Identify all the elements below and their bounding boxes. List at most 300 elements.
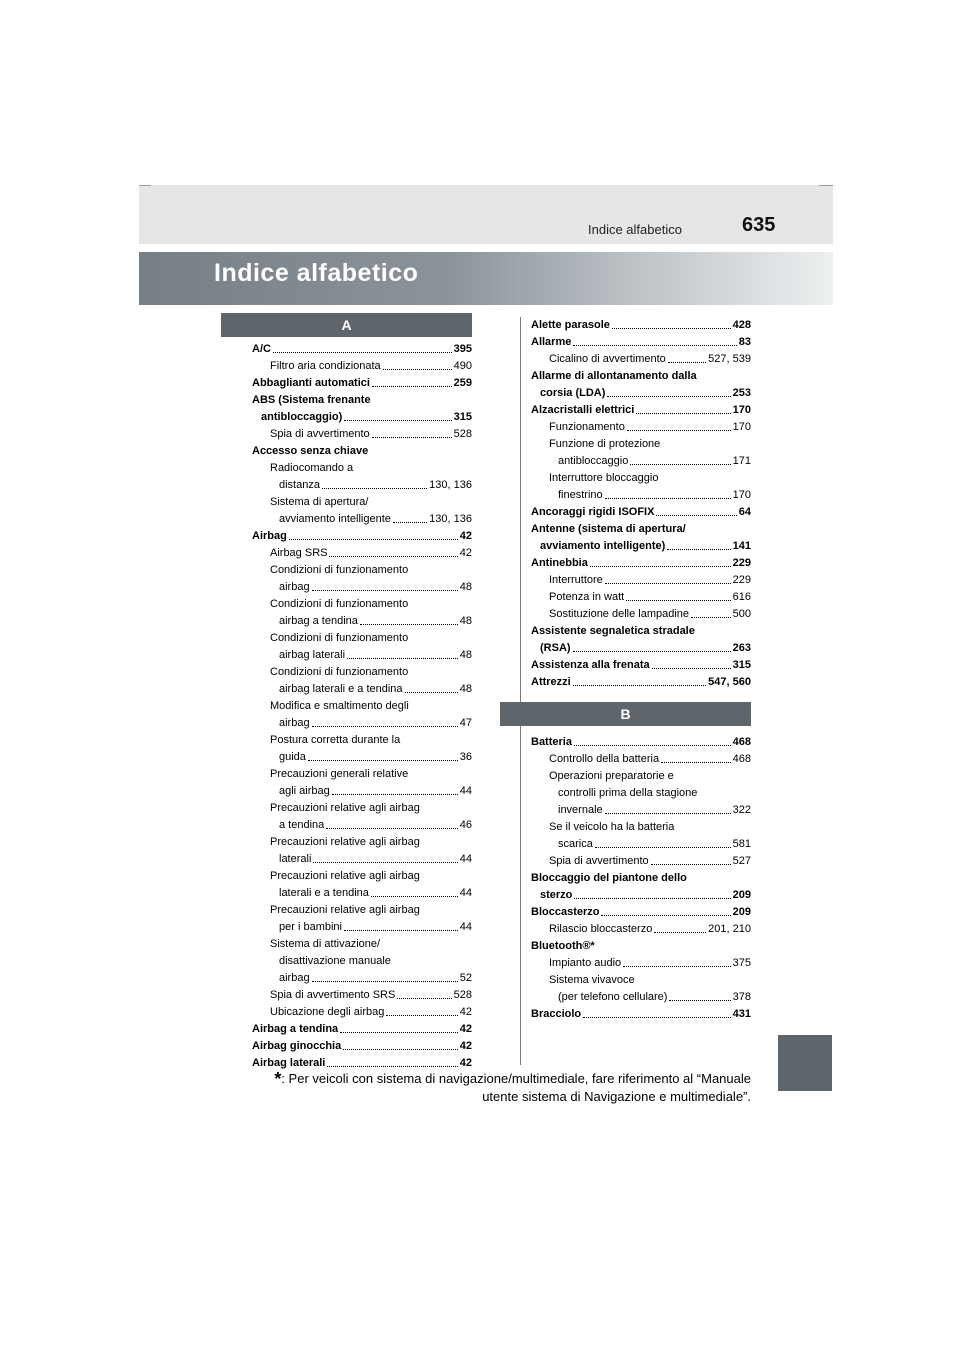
index-entry-line [270,698,472,715]
dot-leader [630,464,730,465]
index-entry-text: antibloccaggio [558,455,629,467]
index-entry-line [531,504,751,521]
index-entry-text: (RSA) [540,642,571,654]
page-reference: 83 [738,336,751,348]
index-entry-text: Spia di avvertimento [549,855,649,867]
index-entry-text: Condizioni di funzionamento [270,632,409,644]
index-entry-text: agli airbag [279,785,330,797]
index-entry [531,972,751,1006]
dot-leader [605,498,731,499]
page-reference: 64 [738,506,751,518]
index-entry-line [252,528,472,545]
dot-leader [386,1015,457,1016]
dot-leader [656,515,736,516]
dot-leader [360,624,458,625]
dot-leader [312,726,458,727]
dot-leader [327,1066,457,1067]
page-reference: 395 [453,343,472,355]
index-entry-text: Se il veicolo ha la batteria [549,821,675,833]
index-entry-line [531,623,751,640]
index-entry-text: Modifica e smaltimento degli [270,700,409,712]
index-entry-line [531,334,751,351]
index-entry-line [252,392,472,409]
index-entry-line [270,732,472,749]
index-entry-text: Operazioni preparatorie e [549,770,674,782]
index-entry [531,768,751,819]
index-entry-line [549,836,751,853]
dot-leader [289,539,458,540]
dot-leader [372,386,452,387]
index-entry [531,470,751,504]
index-entry-line [549,589,751,606]
index-entry [531,606,751,623]
dot-leader [332,794,458,795]
index-entry-line [270,1004,472,1021]
index-entry-line [549,972,751,989]
letter-heading-a: A [221,313,472,337]
page-reference: 52 [459,972,472,984]
page-reference: 229 [732,574,751,586]
index-entry-text: Bluetooth®* [531,940,595,952]
index-entry-line [531,657,751,674]
index-entry-text: a tendina [279,819,325,831]
index-entry [252,1021,472,1038]
index-entry-line [549,768,751,785]
index-entry [531,419,751,436]
dot-leader [326,828,457,829]
index-entry-line [270,715,472,732]
page-reference: 48 [459,649,472,661]
page-reference: 468 [732,736,751,748]
dot-leader [607,396,730,397]
index-entry-line [270,936,472,953]
index-entry-text: Funzionamento [549,421,625,433]
index-entry-line [270,834,472,851]
index-entry [252,426,472,443]
index-entry-text: laterali [279,853,312,865]
index-entry-line [270,851,472,868]
index-entry [531,402,751,419]
index-entry [531,589,751,606]
index-entry-text: Bracciolo [531,1008,582,1020]
dot-leader [344,930,458,931]
index-entry-line [270,358,472,375]
dot-leader [340,1032,458,1033]
page-reference: 44 [459,785,472,797]
index-entry [531,734,751,751]
index-entry-text: Assistente segnaletica stradale [531,625,695,637]
page-reference: 201, 210 [708,923,751,935]
index-entry-text: Condizioni di funzionamento [270,598,409,610]
index-entry [252,341,472,358]
index-entry-line [270,511,472,528]
index-entry-line [531,1006,751,1023]
index-entry [531,938,751,955]
index-entry [252,443,472,460]
index-entry-line [270,426,472,443]
index-entry-line [549,955,751,972]
index-entry [252,868,472,902]
page-reference: 170 [732,421,751,433]
page-reference: 171 [732,455,751,467]
dot-leader [652,668,731,669]
index-entry-line [270,987,472,1004]
index-entry [252,766,472,800]
index-entry [252,800,472,834]
index-entry-text: Antenne (sistema di apertura/ [531,523,686,535]
dot-leader [574,898,730,899]
dot-leader [329,556,457,557]
dot-leader [583,1017,731,1018]
index-entry-line [531,904,751,921]
index-entry-text: Airbag SRS [270,547,328,559]
dot-leader [371,896,458,897]
page-number: 635 [742,214,776,236]
dot-leader [397,998,451,999]
dot-leader [651,864,731,865]
footnote-text: : Per veicoli con sistema di navigazione/multimediale, fare riferimento al “Manuale utente sistema di Navigazione e multimediale”. [281,1071,751,1104]
index-entry-text: Antinebbia [531,557,588,569]
page-reference: 322 [732,804,751,816]
page-reference: 378 [732,991,751,1003]
index-entry-text: Ancoraggi rigidi ISOFIX [531,506,655,518]
dot-leader [661,762,731,763]
index-entry-line [549,819,751,836]
page-reference: 263 [732,642,751,654]
page-reference: 428 [732,319,751,331]
page-reference: 44 [459,921,472,933]
dot-leader [312,981,458,982]
index-entry [531,955,751,972]
index-entry [252,494,472,528]
dot-leader [573,685,706,686]
index-entry [531,870,751,904]
dot-leader [343,1049,458,1050]
index-entry-text: Assistenza alla frenata [531,659,650,671]
index-entry-text: invernale [558,804,603,816]
index-entry [531,368,751,402]
index-entry-line [270,885,472,902]
index-entry-text: airbag laterali e a tendina [279,683,403,695]
index-entry-text: Spia di avvertimento [270,428,370,440]
index-entry [252,1038,472,1055]
index-entry [252,375,472,392]
index-entry-line [270,562,472,579]
page-reference: 48 [459,581,472,593]
dot-leader [601,915,730,916]
index-entry-text: Alette parasole [531,319,610,331]
page-reference: 130, 136 [429,513,472,525]
dot-leader [691,617,731,618]
index-entry-line [270,919,472,936]
index-entry-line [270,800,472,817]
index-entry-text: Interruttore bloccaggio [549,472,659,484]
index-entry-text: Precauzioni relative agli airbag [270,836,420,848]
letter-heading-b: B [500,702,751,726]
index-entry-text: Filtro aria condizionata [270,360,381,372]
page-reference: 500 [732,608,751,620]
index-entry-line [270,664,472,681]
index-entry-line [549,351,751,368]
dot-leader [636,413,730,414]
header-band [139,185,833,244]
index-entry-line [531,938,751,955]
index-entry-line [549,436,751,453]
index-entry [252,562,472,596]
index-entry [252,392,472,426]
index-entry-text: Batteria [531,736,572,748]
index-entry-line [549,751,751,768]
index-entry-line [549,785,751,802]
page-reference: 36 [459,751,472,763]
index-entry-text: Airbag a tendina [252,1023,339,1035]
index-entry [252,545,472,562]
index-entry [531,853,751,870]
index-entry-line [270,953,472,970]
page-reference: 42 [459,547,472,559]
index-entry-line [549,989,751,1006]
index-entry [252,596,472,630]
index-entry-text: airbag a tendina [279,615,358,627]
index-entry-line [252,375,472,392]
index-entry [531,351,751,368]
index-entry-text: avviamento intelligente) [540,540,666,552]
index-entry [252,902,472,936]
index-entry-text: Allarme [531,336,572,348]
index-entry-line [549,470,751,487]
index-entry-list [531,313,751,691]
page-reference: 48 [459,615,472,627]
index-entry-line [270,460,472,477]
index-entry [252,664,472,698]
dot-leader [372,437,452,438]
index-entry [252,630,472,664]
index-entry [252,358,472,375]
dot-leader [654,932,706,933]
dot-leader [623,966,730,967]
index-entry [252,987,472,1004]
dot-leader [626,600,730,601]
index-entry-line [531,674,751,691]
index-entry-text: distanza [279,479,320,491]
page-reference: 209 [732,906,751,918]
page-reference: 468 [732,753,751,765]
dot-leader [312,590,458,591]
page-reference: 490 [453,360,472,372]
index-entry-line [531,887,751,904]
footnote [251,1070,751,1106]
index-entry [252,936,472,987]
dot-leader [322,488,427,489]
dot-leader [574,745,731,746]
dot-leader [405,692,458,693]
index-entry-line [549,487,751,504]
index-entry-text: sterzo [540,889,573,901]
index-entry-line [531,538,751,555]
index-entry [531,921,751,938]
index-entry-line [270,494,472,511]
dot-leader [308,760,458,761]
index-entry-line [270,766,472,783]
page-reference: 170 [732,489,751,501]
header-rule-left [139,185,151,186]
index-entry-text: antibloccaggio) [261,411,343,423]
index-entry [252,1004,472,1021]
index-entry-text: finestrino [558,489,603,501]
index-entry-line [531,402,751,419]
index-entry-text: per i bambini [279,921,342,933]
index-entry-text: Precauzioni relative agli airbag [270,802,420,814]
page-reference: 46 [459,819,472,831]
index-entry-text: airbag [279,581,310,593]
index-entry [252,528,472,545]
index-entry-text: Abbaglianti automatici [252,377,370,389]
index-entry-line [549,572,751,589]
index-entry [531,572,751,589]
index-entry-text: Alzacristalli elettrici [531,404,635,416]
index-entry [531,657,751,674]
page-reference: 315 [732,659,751,671]
dot-leader [605,583,731,584]
index-entry-line [270,545,472,562]
index-entry-line [270,902,472,919]
index-entry-text: Sistema di attivazione/ [270,938,381,950]
index-entry [531,1006,751,1023]
index-entry-text: Rilascio bloccasterzo [549,923,653,935]
dot-leader [627,430,731,431]
index-entry-line [270,783,472,800]
index-entry-line [252,1038,472,1055]
page-reference: 141 [732,540,751,552]
index-entry [252,732,472,766]
page-reference: 130, 136 [429,479,472,491]
index-entry-text: Controllo della batteria [549,753,660,765]
index-entry-text: corsia (LDA) [540,387,606,399]
dot-leader [612,328,731,329]
index-entry-text: Spia di avvertimento SRS [270,989,396,1001]
index-entry-line [270,579,472,596]
index-entry-line [549,921,751,938]
index-entry-line [531,368,751,385]
dot-leader [590,566,731,567]
index-entry-line [270,681,472,698]
index-entry-text: Airbag [252,530,287,542]
dot-leader [669,1000,730,1001]
page-reference: 42 [459,1057,472,1069]
dot-leader [383,369,452,370]
dot-leader [344,420,451,421]
index-entry-text: Ubicazione degli airbag [270,1006,385,1018]
index-entry-line [270,749,472,766]
index-entry-line [270,868,472,885]
index-entry [531,674,751,691]
index-entry [252,460,472,494]
header-rule-right [819,185,833,186]
page-reference: 528 [453,428,472,440]
index-entry-line [270,630,472,647]
index-entry-text: Sostituzione delle lampadine [549,608,690,620]
index-entry-list [531,726,751,1023]
index-entry-text: controlli prima della stagione [558,787,698,799]
index-entry-list [252,337,472,1072]
index-entry-line [549,802,751,819]
index-entry-text: Interruttore [549,574,603,586]
index-entry-text: Airbag laterali [252,1057,326,1069]
page-reference: 47 [459,717,472,729]
chapter-tab [778,1035,832,1091]
index-entry-text: laterali e a tendina [279,887,369,899]
index-entry-text: Potenza in watt [549,591,625,603]
dot-leader [393,522,427,523]
index-entry-text: Funzione di protezione [549,438,661,450]
index-entry-text: scarica [558,838,593,850]
index-entry-line [531,521,751,538]
index-entry-text: Bloccasterzo [531,906,600,918]
index-entry-text: Bloccaggio del piantone dello [531,872,687,884]
index-entry-line [549,453,751,470]
dot-leader [273,352,452,353]
index-entry-text: airbag laterali [279,649,346,661]
index-entry-text: (per telefono cellulare) [558,991,668,1003]
page-reference: 616 [732,591,751,603]
column-divider [520,317,521,1065]
index-entry-text: Accesso senza chiave [252,445,369,457]
index-entry-text: Sistema vivavoce [549,974,635,986]
dot-leader [605,813,731,814]
index-entry-text: Impianto audio [549,957,622,969]
dot-leader [313,862,457,863]
index-entry-text: Condizioni di funzionamento [270,564,409,576]
index-entry-text: airbag [279,972,310,984]
index-entry-line [252,341,472,358]
index-entry [252,698,472,732]
index-entry-line [252,1021,472,1038]
index-entry-line [270,817,472,834]
index-entry-text: Precauzioni generali relative [270,768,409,780]
index-entry [531,904,751,921]
page-reference: 44 [459,853,472,865]
page-reference: 42 [459,530,472,542]
index-entry [531,436,751,470]
index-entry-text: Postura corretta durante la [270,734,401,746]
page-reference: 528 [453,989,472,1001]
page-reference: 42 [459,1006,472,1018]
index-entry-text: Condizioni di funzionamento [270,666,409,678]
index-entry-text: Radiocomando a [270,462,354,474]
dot-leader [668,362,706,363]
index-entry-line [531,385,751,402]
dot-leader [347,658,458,659]
index-entry [531,623,751,657]
page-reference: 42 [459,1023,472,1035]
index-entry-text: disattivazione manuale [279,955,391,967]
index-entry-text: Attrezzi [531,676,571,688]
index-entry-text: Sistema di apertura/ [270,496,369,508]
index-entry [531,504,751,521]
page-reference: 44 [459,887,472,899]
index-entry-line [531,555,751,572]
page-reference: 48 [459,683,472,695]
page-reference: 375 [732,957,751,969]
index-entry-line [549,606,751,623]
page-reference: 170 [732,404,751,416]
index-entry-line [270,477,472,494]
index-entry-text: Cicalino di avvertimento [549,353,666,365]
page-reference: 209 [732,889,751,901]
index-entry-text: Airbag ginocchia [252,1040,342,1052]
page-reference: 42 [459,1040,472,1052]
index-column-left [252,313,472,1072]
